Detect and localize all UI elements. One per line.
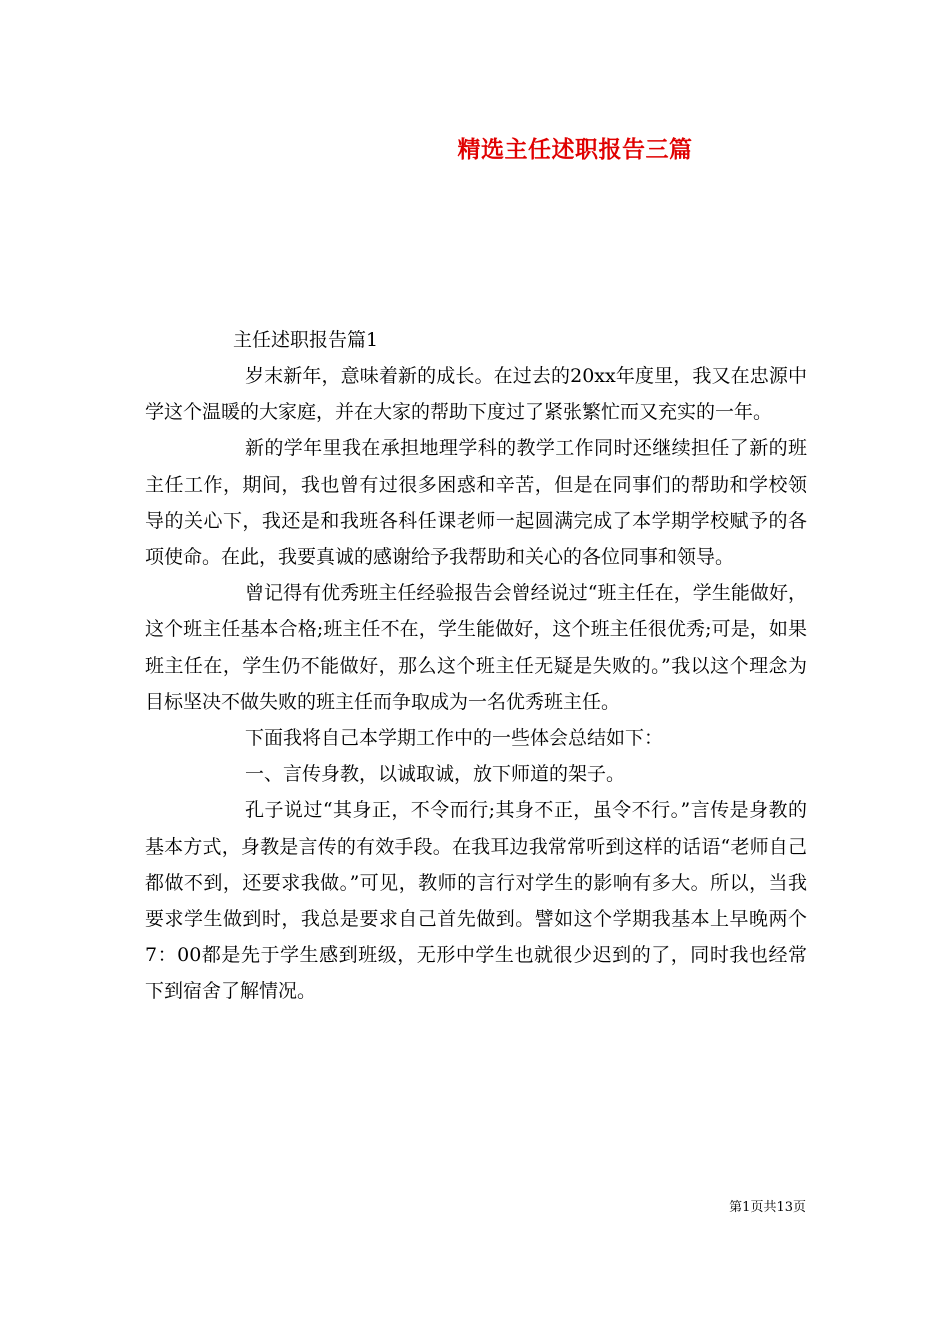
paragraph-5: 一、言传身教，以诚取诚，放下师道的架子。 bbox=[245, 763, 626, 786]
paragraph-1: 岁末新年，意味着新的成长。在过去的20xx年度里，我又在忠源中学这个温暖的大家庭，并在大家的帮助下度过了紧张繁忙而又充实的一年。 bbox=[145, 365, 807, 424]
section-heading: 主任述职报告篇1 bbox=[233, 329, 379, 351]
paragraph-4: 下面我将自己本学期工作中的一些体会总结如下： bbox=[245, 727, 664, 750]
paragraph-2: 新的学年里我在承担地理学科的教学工作同时还继续担任了新的班主任工作，期间，我也曾有过很多困惑和辛苦，但是在同事们的帮助和学校领导的关心下，我还是和我班各科任课老师一起圆满完成了本学期学校赋予的各项使命。在此，我要真诚的感谢给予我帮助和关心的各位同事和领导。 bbox=[145, 437, 807, 569]
page-number-footer: 第1页共13页 bbox=[729, 1200, 806, 1215]
paragraph-6: 孔子说过“其身正，不令而行;其身不正，虽令不行。”言传是身教的基本方式，身教是言传的有效手段。在我耳边我常常听到这样的话语“老师自己都做不到，还要求我做。”可见，教师的言行对学生的影响有多大。所以，当我要求学生做到时，我总是要求自己首先做到。譬如这个学期我基本上早晚两个7：00都是先于学生感到班级，无形中学生也就很少迟到的了，同时我也经常下到宿舍了解情况。 bbox=[145, 799, 807, 1003]
document-title: 精选主任述职报告三篇 bbox=[457, 136, 693, 163]
paragraph-3: 曾记得有优秀班主任经验报告会曾经说过“班主任在，学生能做好，这个班主任基本合格;班主任不在，学生能做好，这个班主任很优秀;可是，如果班主任在，学生仍不能做好，那么这个班主任无疑是失败的。”我以这个理念为目标坚决不做失败的班主任而争取成为一名优秀班主任。 bbox=[145, 582, 807, 713]
document-body bbox=[145, 322, 807, 1010]
